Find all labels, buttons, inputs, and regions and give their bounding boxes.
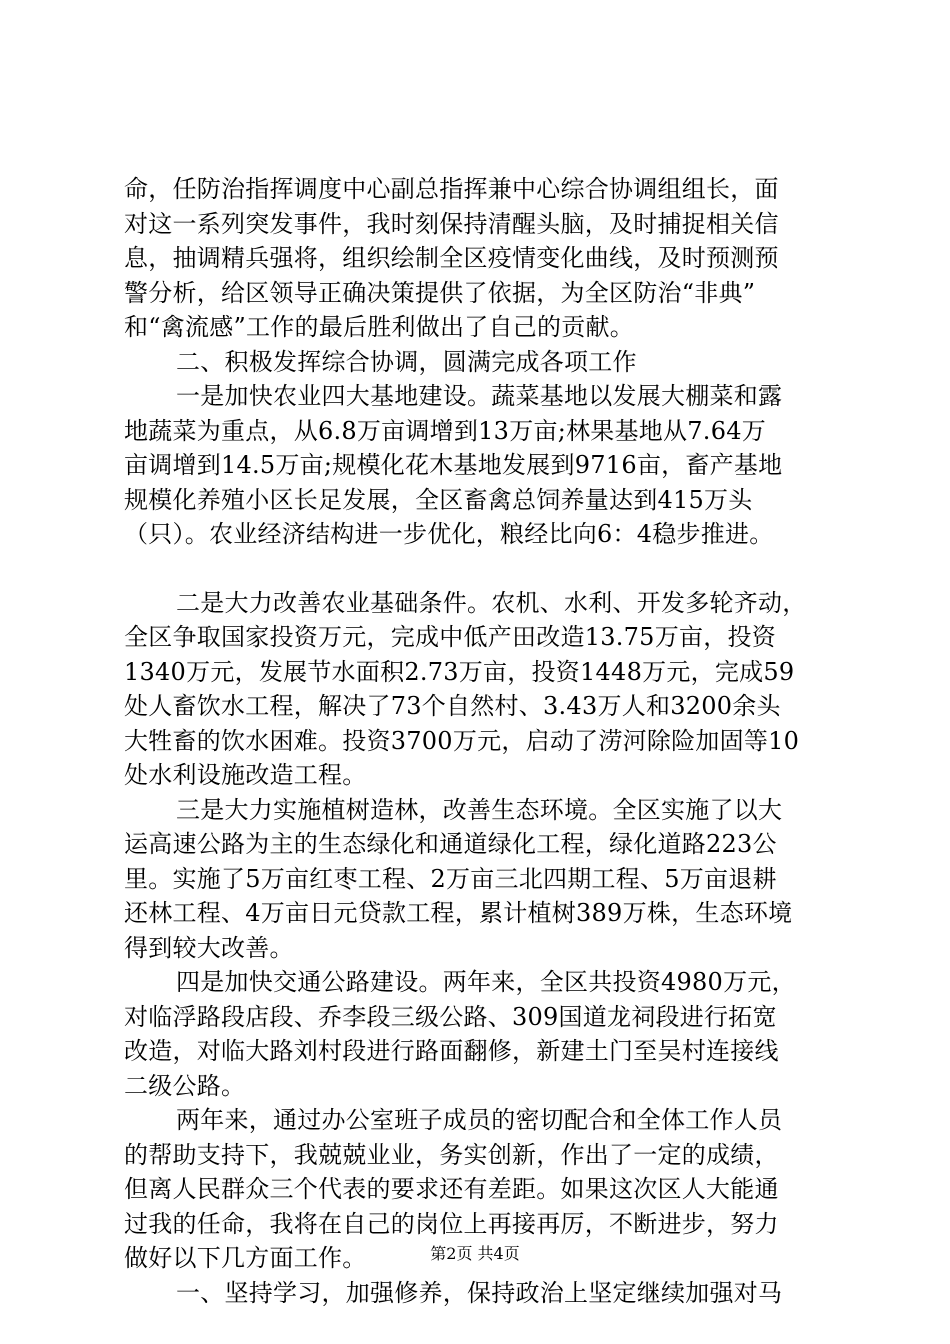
- body-line: 三是大力实施植树造林，改善生态环境。全区实施了以大: [176, 795, 783, 824]
- body-line: 得到较大改善。: [124, 933, 294, 962]
- body-line: 二级公路。: [124, 1071, 246, 1100]
- body-line: 运高速公路为主的生态绿化和通道绿化工程，绿化道路223公: [124, 830, 777, 858]
- page-footer: 第2页 共4页: [430, 1244, 520, 1263]
- body-line: 两年来，通过办公室班子成员的密切配合和全体工作人员: [176, 1106, 783, 1134]
- body-line: 警分析，给区领导正确决策提供了依据，为全区防治“非典”: [124, 278, 756, 307]
- body-line: 处人畜饮水工程，解决了73个自然村、3.43万人和3200余头: [124, 692, 781, 720]
- body-line: 还林工程、4万亩日元贷款工程，累计植树389万株，生态环境: [124, 899, 793, 927]
- body-line: 改造，对临大路刘村段进行路面翻修，新建土门至吴村连接线: [124, 1037, 779, 1065]
- body-line: 规模化养殖小区长足发展，全区畜禽总饲养量达到415万头: [124, 485, 753, 514]
- body-line: 亩调增到14.5万亩;规模化花木基地发展到9716亩，畜产基地: [124, 451, 783, 479]
- document-body: [124, 172, 834, 1310]
- body-line: 四是加快交通公路建设。两年来，全区共投资4980万元，: [176, 968, 796, 996]
- body-line: 一是加快农业四大基地建设。蔬菜基地以发展大棚菜和露: [176, 382, 783, 410]
- body-line: 对这一系列突发事件，我时刻保持清醒头脑，及时捕捉相关信: [124, 209, 779, 238]
- body-line: 过我的任命，我将在自己的岗位上再接再厉，不断进步，努力: [124, 1209, 779, 1238]
- body-line: 和“禽流感”工作的最后胜利做出了自己的贡献。: [124, 313, 635, 341]
- body-line: 大牲畜的饮水困难。投资3700万元，启动了涝河除险加固等10: [124, 726, 800, 755]
- paragraph-gap: [124, 552, 834, 586]
- body-line: 处水利设施改造工程。: [124, 761, 367, 789]
- body-line: 但离人民群众三个代表的要求还有差距。如果这次区人大能通: [124, 1175, 779, 1203]
- body-line: 对临浮路段店段、乔李段三级公路、309国道龙祠段进行拓宽: [124, 1002, 777, 1031]
- body-line: 息，抽调精兵强将，组织绘制全区疫情变化曲线，及时预测预: [124, 244, 779, 272]
- body-line: 里。实施了5万亩红枣工程、2万亩三北四期工程、5万亩退耕: [124, 864, 777, 893]
- body-line: 全区争取国家投资万元，完成中低产田改造13.75万亩，投资: [124, 623, 776, 651]
- body-line: 做好以下几方面工作。: [124, 1244, 367, 1272]
- body-line: 的帮助支持下，我兢兢业业，务实创新，作出了一定的成绩，: [124, 1140, 779, 1169]
- body-line: 命，任防治指挥调度中心副总指挥兼中心综合协调组组长，面: [124, 175, 779, 203]
- body-line: 地蔬菜为重点，从6.8万亩调增到13万亩;林果基地从7.64万: [124, 416, 766, 445]
- section-heading: 二、积极发挥综合协调，圆满完成各项工作: [176, 347, 637, 376]
- body-line: 二是大力改善农业基础条件。农机、水利、开发多轮齐动，: [176, 588, 807, 617]
- body-line: （只）。农业经济结构进一步优化，粮经比向6：4稳步推进。: [124, 520, 774, 548]
- body-line: 一、坚持学习，加强修养，保持政治上坚定继续加强对马: [176, 1278, 783, 1307]
- body-line: 1340万元，发展节水面积2.73万亩，投资1448万元，完成59: [124, 657, 795, 686]
